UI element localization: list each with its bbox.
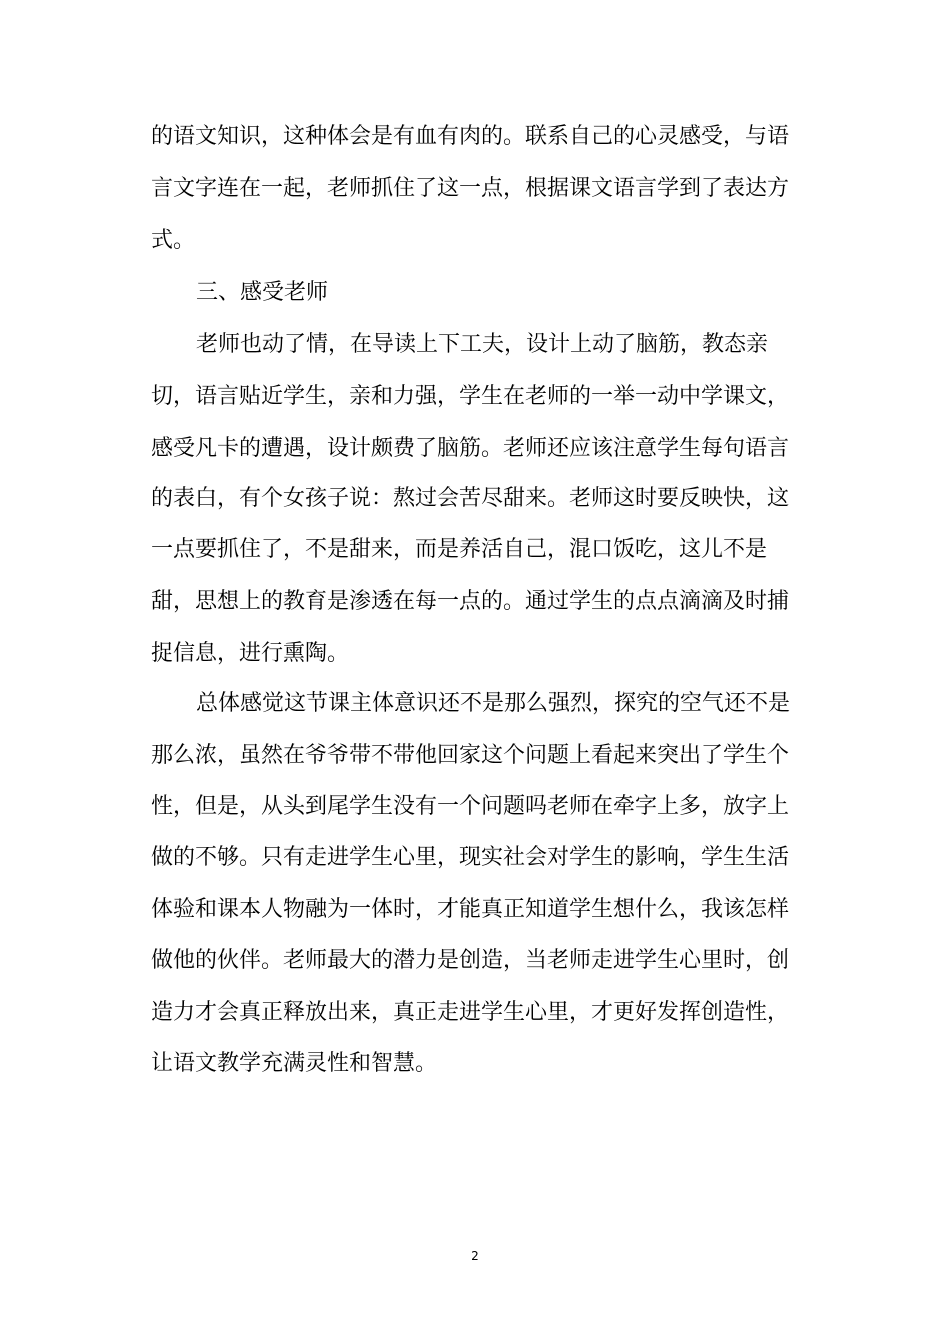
text-line: 甜，思想上的教育是渗透在每一点的。通过学生的点点滴滴及时捕 (151, 589, 790, 614)
page-number: 2 (471, 1249, 479, 1263)
text-line: 言文字连在一起，老师抓住了这一点，根据课文语言学到了表达方 (151, 176, 790, 201)
text-line: 一点要抓住了，不是甜来，而是养活自己，混口饭吃，这儿不是 (151, 537, 768, 562)
text-line: 体验和课本人物融为一体时，才能真正知道学生想什么，我该怎样 (151, 897, 790, 922)
text-line: 性，但是，从头到尾学生没有一个问题吗老师在牵字上多，放字上 (151, 794, 790, 819)
text-line: 让语文教学充满灵性和智慧。 (151, 1051, 438, 1076)
text-line: 的语文知识，这种体会是有血有肉的。联系自己的心灵感受，与语 (151, 124, 790, 149)
text-line: 捉信息，进行熏陶。 (151, 641, 350, 666)
text-line: 的表白，有个女孩子说：熬过会苦尽甜来。老师这时要反映快，这 (151, 486, 790, 511)
text-line: 那么浓，虽然在爷爷带不带他回家这个问题上看起来突出了学生个 (151, 743, 790, 768)
text-line: 切，语言贴近学生，亲和力强，学生在老师的一举一动中学课文， (151, 384, 790, 409)
text-line: 老师也动了情，在导读上下工夫，设计上动了脑筋，教态亲 (196, 332, 769, 357)
text-line: 做的不够。只有走进学生心里，现实社会对学生的影响，学生生活 (151, 845, 790, 870)
section-heading: 三、感受老师 (196, 280, 329, 305)
text-line: 式。 (151, 228, 196, 253)
text-line: 总体感觉这节课主体意识还不是那么强烈，探究的空气还不是 (196, 691, 791, 716)
text-line: 造力才会真正释放出来，真正走进学生心里，才更好发挥创造性， (151, 1000, 790, 1025)
text-line: 做他的伙伴。老师最大的潜力是创造，当老师走进学生心里时，创 (151, 948, 790, 973)
text-line: 感受凡卡的遭遇，设计颇费了脑筋。老师还应该注意学生每句语言 (151, 436, 790, 461)
